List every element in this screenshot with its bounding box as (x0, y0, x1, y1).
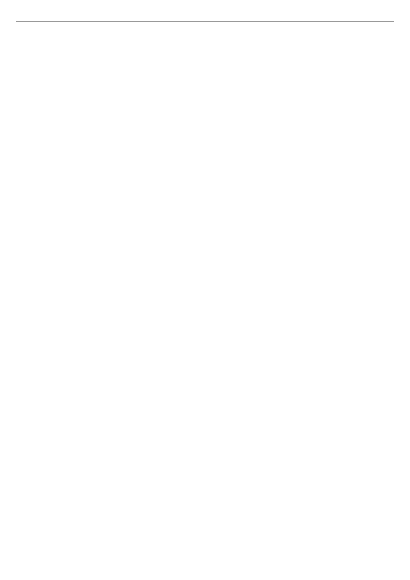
subsection-1-body (46, 149, 364, 477)
header-banner (0, 0, 410, 26)
header-divider (16, 21, 394, 22)
subsection-2-body (46, 498, 364, 572)
intro-paragraph (46, 40, 364, 112)
